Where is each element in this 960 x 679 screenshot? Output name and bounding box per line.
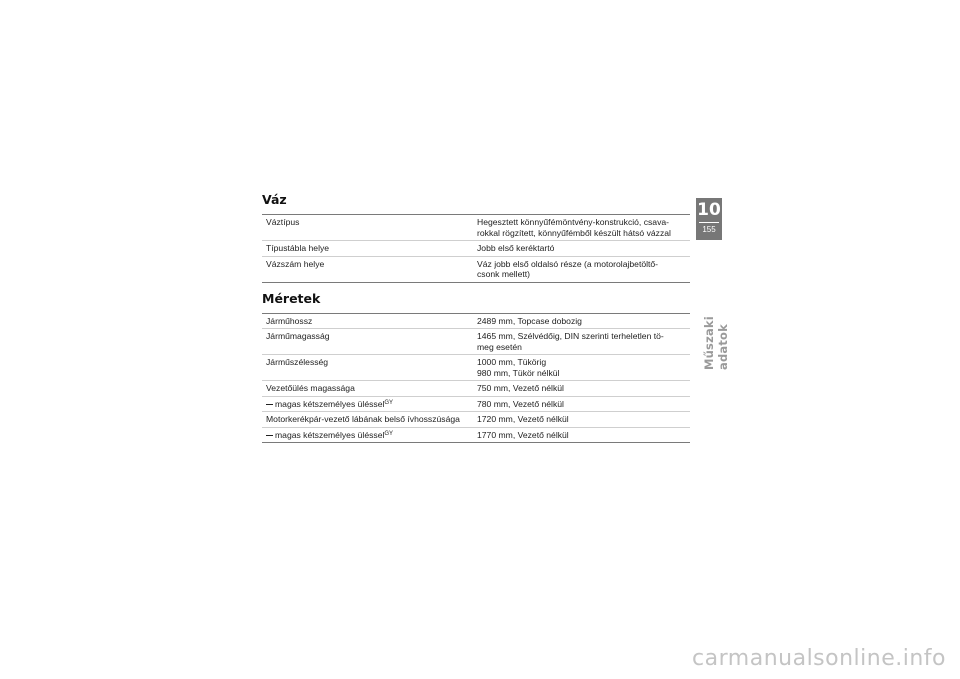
row-label: Vezetőülés magassága <box>266 383 355 393</box>
row-value: 750 mm, Vezető nélkül <box>477 383 564 393</box>
dimensions-spec-table <box>262 313 690 444</box>
row-label: Váztípus <box>266 217 300 227</box>
table-row <box>262 257 690 283</box>
section-title-dimensions: Méretek <box>262 290 321 306</box>
row-value: Jobb első keréktartó <box>477 243 555 253</box>
row-value: 1465 mm, Szélvédőig, DIN szerinti terheletlen tö- meg esetén <box>477 331 664 352</box>
row-value: 780 mm, Vezető nélkül <box>477 398 564 409</box>
table-row <box>262 314 690 330</box>
watermark: carmanualsonline.info <box>692 646 946 671</box>
row-value: Hegesztett könnyűfémöntvény-konstrukció, csava- rokkal rögzített, könnyűfémből készült hátsó vázzal <box>477 217 671 238</box>
table-row <box>262 241 690 257</box>
row-label: Járműszélesség <box>266 357 329 367</box>
chapter-tab <box>696 198 722 240</box>
table-row <box>262 412 690 428</box>
row-label-sub <box>262 399 473 410</box>
option-superscript: GY <box>384 430 394 437</box>
row-label: Motorkerékpár-vezető lábának belső ívhosszúsága <box>266 414 460 424</box>
table-row <box>262 329 690 355</box>
chapter-side-title: Műszaki adatok <box>702 316 730 370</box>
table-row <box>262 381 690 397</box>
row-label-sub <box>262 430 473 441</box>
row-label: Típustábla helye <box>266 243 330 253</box>
row-label: Vázszám helye <box>266 258 325 269</box>
table-row <box>262 215 690 241</box>
page-number: 155 <box>702 225 716 234</box>
row-value: 1720 mm, Vezető nélkül <box>477 414 569 424</box>
row-label-text: magas kétszemélyes üléssel <box>275 429 385 440</box>
chapter-number: 10 <box>697 200 721 220</box>
row-label-text: magas kétszemélyes üléssel <box>275 398 385 409</box>
table-row <box>262 355 690 381</box>
section-title-frame: Váz <box>262 192 287 207</box>
table-row <box>262 397 690 413</box>
option-superscript: GY <box>384 399 394 406</box>
table-row <box>262 428 690 444</box>
row-value: Váz jobb első oldalsó része (a motorolajbetöltő- csonk mellett) <box>477 258 659 279</box>
row-value: 1770 mm, Vezető nélkül <box>477 429 569 440</box>
content-area <box>262 192 690 451</box>
dash-icon <box>266 435 273 436</box>
frame-spec-table <box>262 214 690 283</box>
row-value: 1000 mm, Tükörig 980 mm, Tükör nélkül <box>477 357 560 378</box>
row-label: Járműhossz <box>266 315 313 326</box>
row-label: Járműmagasság <box>266 331 330 341</box>
row-value: 2489 mm, Topcase dobozig <box>477 315 582 326</box>
dash-icon <box>266 404 273 405</box>
